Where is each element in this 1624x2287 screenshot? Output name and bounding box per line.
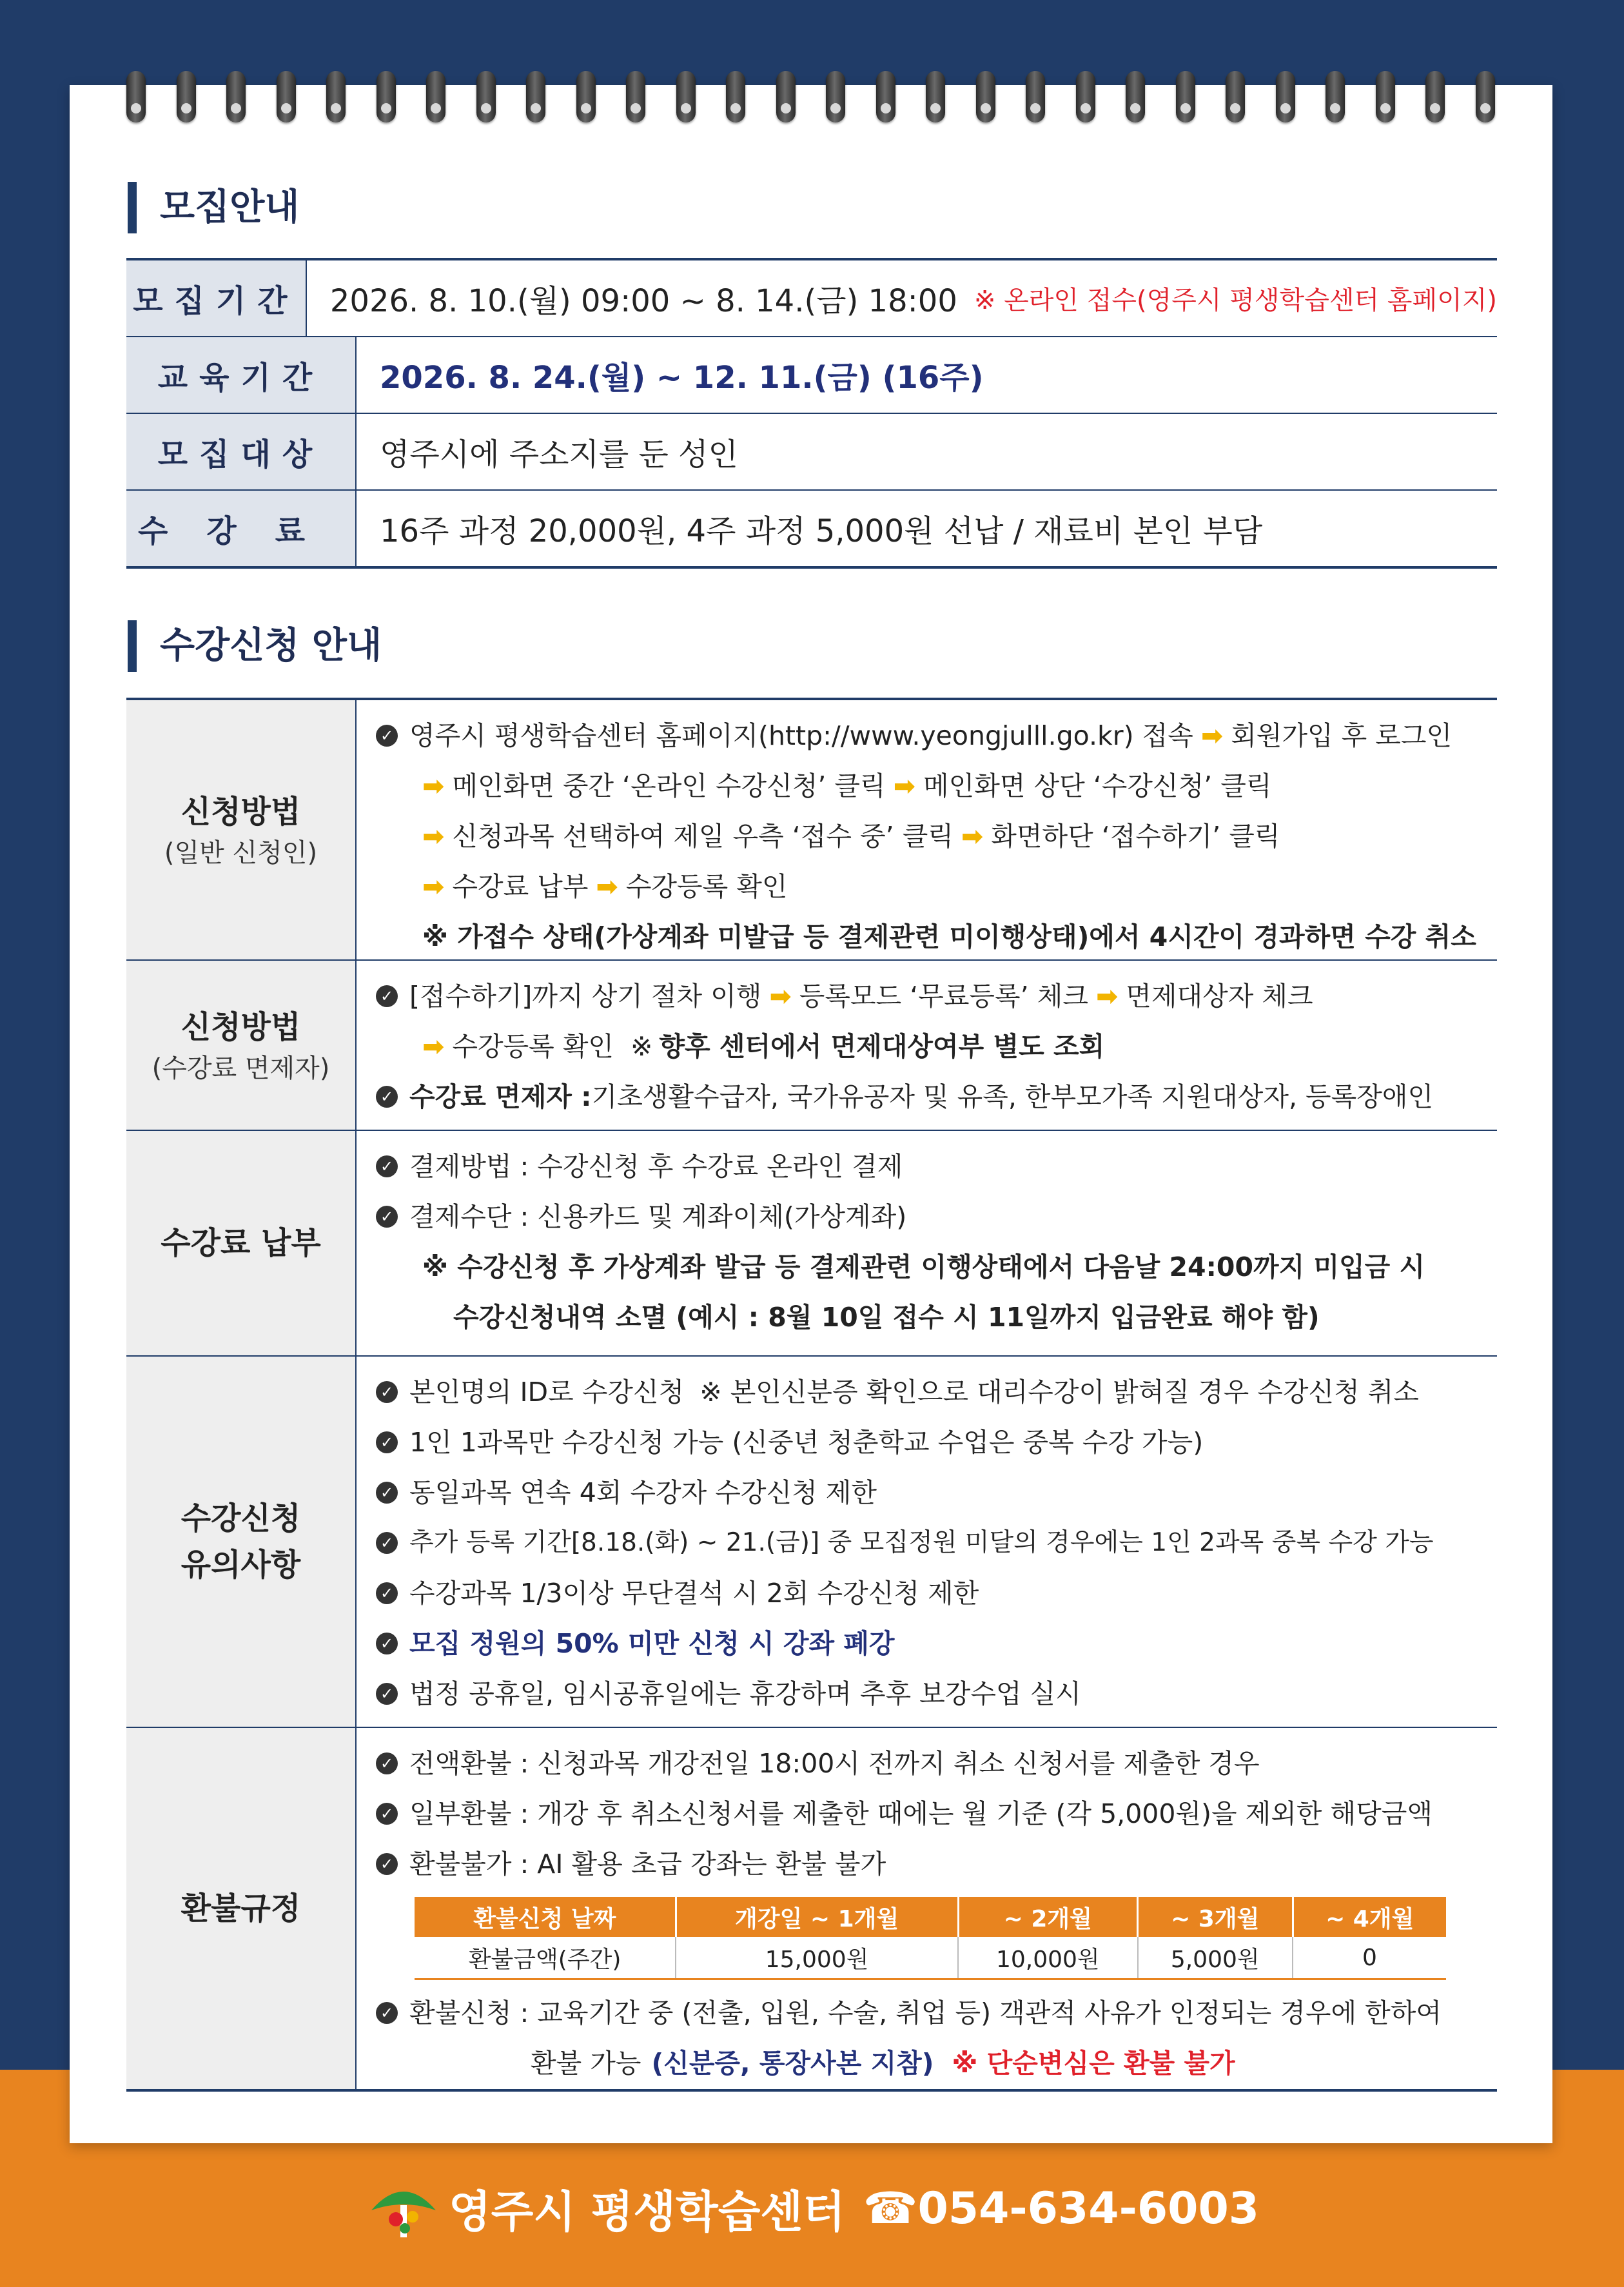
- general-label-main: 신청방법: [181, 794, 301, 830]
- item-text: 향후 센터에서 면제대상여부 별도 조회: [659, 1031, 1105, 1062]
- binding-ring: [826, 71, 845, 123]
- recruit-info-table: [126, 258, 1497, 569]
- list-item: [376, 761, 1497, 811]
- list-item: [376, 1568, 1497, 1618]
- value-recruit-period: [307, 260, 1497, 336]
- arrow-right-icon: ➡: [1200, 720, 1224, 751]
- value-fee: 16주 과정 20,000원, 4주 과정 5,000원 선납 / 재료비 본인 부담: [380, 513, 1263, 549]
- exempt-label-sub: (수강료 면제자): [152, 1054, 330, 1083]
- binding-ring: [426, 71, 445, 123]
- item-text: 영주시 평생학습센터 홈페이지(http://www.yeongjulll.go.kr) 접속: [409, 720, 1193, 751]
- general-apply-content: [357, 700, 1497, 959]
- center-logo-icon: [365, 2173, 442, 2244]
- row-recruit-period: [126, 260, 1497, 337]
- list-item: [376, 971, 1497, 1021]
- item-text: 일부환불 : 개강 후 취소신청서를 제출한 때에는 월 기준 (각 5,000원)을 제외한 해당금액: [409, 1798, 1433, 1829]
- item-text: 본인명의 ID로 수강신청: [409, 1377, 685, 1408]
- exempt-apply-content: [357, 961, 1497, 1130]
- check-icon: ✓: [376, 1683, 398, 1705]
- binding-ring: [377, 71, 396, 123]
- binding-ring: [326, 71, 346, 123]
- refund-cell: 환불금액(주간): [415, 1937, 676, 1979]
- binding-ring: [1276, 71, 1295, 123]
- item-text: 환불신청 : 교육기간 중 (전출, 입원, 수술, 취업 등) 객관적 사유가 인정되는 경우에 한하여: [409, 1997, 1442, 2028]
- unpaid-note-2: 수강신청내역 소멸 (예시 : 8월 10일 접수 시 11일까지 입금완료 해야 함): [453, 1302, 1320, 1333]
- label-edu-period: 교육기간: [126, 337, 357, 413]
- item-text: 1인 1과목만 수강신청 가능 (신중년 청춘학교 수업은 중복 수강 가능): [409, 1427, 1204, 1458]
- binding-ring: [1476, 71, 1495, 123]
- item-text: 메인화면 상단 ‘수강신청’ 클릭: [923, 771, 1272, 801]
- binding-ring: [1226, 71, 1245, 123]
- row-exempt-apply: [126, 961, 1497, 1131]
- reference-mark: ※: [631, 1031, 653, 1062]
- list-item: [376, 1417, 1497, 1467]
- item-text: 수강등록 확인: [452, 1031, 614, 1062]
- list-item: [376, 1988, 1497, 2038]
- binding-ring: [526, 71, 545, 123]
- refund-header-cell: ~ 3개월: [1138, 1897, 1293, 1937]
- item-text: 수강등록 확인: [625, 871, 788, 902]
- refund-cell: 5,000원: [1138, 1937, 1293, 1979]
- item-text: 결제방법 : 수강신청 후 수강료 온라인 결제: [409, 1151, 903, 1182]
- notes-label-1: 수강신청: [181, 1500, 301, 1536]
- check-icon: ✓: [376, 1532, 398, 1554]
- binding-ring: [726, 71, 745, 123]
- list-item: [376, 711, 1497, 761]
- binding-ring: [676, 71, 696, 123]
- item-text: ※ 본인신분증 확인으로 대리수강이 밝혀질 경우 수강신청 취소: [699, 1377, 1419, 1408]
- list-item: [376, 1367, 1497, 1417]
- label-general-apply: [126, 700, 357, 959]
- refund-header-cell: 환불신청 날짜: [415, 1897, 676, 1937]
- check-icon: ✓: [376, 1752, 398, 1774]
- label-notes: [126, 1357, 357, 1727]
- refund-table: [415, 1897, 1446, 1980]
- payment-label-main: 수강료 납부: [161, 1225, 321, 1261]
- list-item: [376, 1141, 1497, 1192]
- binding-ring: [126, 71, 146, 123]
- item-text: 법정 공휴일, 임시공휴일에는 휴강하며 추후 보강수업 실시: [409, 1678, 1081, 1709]
- item-text: (신분증, 통장사본 지참): [651, 2048, 934, 2079]
- item-text: 면제대상자 체크: [1126, 981, 1313, 1012]
- check-icon: ✓: [376, 1155, 398, 1177]
- item-text: 환불불가 : AI 활용 초급 강좌는 환불 불가: [409, 1849, 886, 1880]
- check-icon: ✓: [376, 1803, 398, 1825]
- list-item: [376, 1192, 1497, 1242]
- row-payment: [126, 1131, 1497, 1357]
- label-target: 모집대상: [126, 414, 357, 489]
- check-icon: ✓: [376, 985, 398, 1007]
- binding-ring: [1126, 71, 1145, 123]
- provisional-cancel-note: ※ 가접수 상태(가상계좌 미발급 등 결제관련 미이행상태)에서 4시간이 경과하면 수강 취소: [422, 921, 1476, 952]
- arrow-right-icon: ➡: [596, 871, 618, 902]
- list-item: [376, 1021, 1497, 1072]
- table-row: [415, 1937, 1446, 1979]
- arrow-right-icon: ➡: [769, 981, 792, 1012]
- refund-cell: 15,000원: [676, 1937, 958, 1979]
- value-target: 영주시에 주소지를 둔 성인: [380, 437, 738, 473]
- row-edu-period: [126, 337, 1497, 414]
- list-item: [376, 1669, 1497, 1719]
- label-payment: [126, 1131, 357, 1355]
- refund-header-cell: ~ 4개월: [1293, 1897, 1446, 1937]
- section-title-recruit: 모집안내: [128, 182, 299, 233]
- binding-ring: [626, 71, 645, 123]
- notes-content: [357, 1357, 1497, 1727]
- item-text: 동일과목 연속 4회 수강자 수강신청 제한: [409, 1477, 877, 1508]
- binding-ring: [876, 71, 895, 123]
- item-text: 모집 정원의 50% 미만 신청 시 강좌 폐강: [409, 1628, 895, 1659]
- general-label-sub: (일반 신청인): [164, 838, 318, 868]
- refund-header-cell: ~ 2개월: [958, 1897, 1137, 1937]
- online-note: ※ 온라인 접수(영주시 평생학습센터 홈페이지): [973, 286, 1497, 315]
- list-item: [376, 2038, 1497, 2088]
- check-icon: ✓: [376, 725, 398, 747]
- recruit-period-text: 2026. 8. 10.(월) 09:00 ~ 8. 14.(금) 18:00: [329, 283, 957, 319]
- check-icon: ✓: [376, 1431, 398, 1453]
- binding-ring: [576, 71, 596, 123]
- list-item: [376, 1839, 1497, 1889]
- item-text: 수강과목 1/3이상 무단결석 시 2회 수강신청 제한: [409, 1578, 979, 1609]
- value-edu-period: 2026. 8. 24.(월) ~ 12. 11.(금) (16주): [380, 360, 984, 396]
- notebook-paper: [70, 85, 1552, 2143]
- item-text: 신청과목 선택하여 제일 우측 ‘접수 중’ 클릭: [452, 821, 954, 852]
- item-text: [접수하기]까지 상기 절차 이행: [409, 981, 762, 1012]
- item-text: 수강료 납부: [452, 871, 589, 902]
- binding-ring: [277, 71, 296, 123]
- item-text: 메인화면 중간 ‘온라인 수강신청’ 클릭: [452, 771, 886, 801]
- binding-ring: [476, 71, 496, 123]
- label-fee: 수강료: [126, 491, 357, 566]
- item-text: ※ 단순변심은 환불 불가: [952, 2048, 1235, 2079]
- check-icon: ✓: [376, 1582, 398, 1604]
- binding-ring: [776, 71, 796, 123]
- check-icon: ✓: [376, 1482, 398, 1504]
- binding-ring: [1026, 71, 1045, 123]
- list-item: [376, 861, 1497, 912]
- item-text: 전액환불 : 신청과목 개강전일 18:00시 전까지 취소 신청서를 제출한 경우: [409, 1748, 1260, 1779]
- binding-ring: [1076, 71, 1095, 123]
- refund-content: [357, 1728, 1497, 2089]
- label-refund: [126, 1728, 357, 2089]
- item-text: 기초생활수급자, 국가유공자 및 유족, 한부모가족 지원대상자, 등록장애인: [591, 1081, 1434, 1112]
- list-item: [376, 1618, 1497, 1669]
- binding-ring: [926, 71, 945, 123]
- item-text: 회원가입 후 로그인: [1231, 720, 1453, 751]
- list-item: [376, 1467, 1497, 1518]
- list-item: [376, 811, 1497, 861]
- refund-table-header: [415, 1897, 1446, 1937]
- spiral-binding: [70, 71, 1552, 123]
- binding-ring: [177, 71, 196, 123]
- item-text: 추가 등록 기간[8.18.(화) ~ 21.(금)] 중 모집정원 미달의 경우에는 1인 2과목 중복 수강 가능: [409, 1528, 1434, 1557]
- binding-ring: [1376, 71, 1395, 123]
- binding-ring: [976, 71, 995, 123]
- check-icon: ✓: [376, 1381, 398, 1403]
- notes-label-2: 유의사항: [181, 1547, 301, 1583]
- item-text: 환불 가능: [531, 2048, 641, 2079]
- unpaid-note: ※ 수강신청 후 가상계좌 발급 등 결제관련 이행상태에서 다음날 24:00까지 미입금 시: [422, 1251, 1425, 1282]
- item-text: 수강료 면제자 :: [409, 1081, 592, 1112]
- refund-cell: 10,000원: [958, 1937, 1137, 1979]
- item-text: 결제수단 : 신용카드 및 계좌이체(가상계좌): [409, 1201, 907, 1232]
- binding-ring: [1176, 71, 1195, 123]
- list-item: [376, 1072, 1497, 1122]
- check-icon: ✓: [376, 1633, 398, 1654]
- list-item: [376, 1789, 1497, 1839]
- check-icon: ✓: [376, 2002, 398, 2024]
- check-icon: ✓: [376, 1206, 398, 1228]
- refund-label-main: 환불규정: [181, 1890, 301, 1927]
- list-item: [376, 1518, 1497, 1568]
- item-text: 등록모드 ‘무료등록’ 체크: [799, 981, 1088, 1012]
- footer: [0, 2173, 1624, 2244]
- arrow-right-icon: ➡: [422, 1031, 445, 1062]
- refund-header-cell: 개강일 ~ 1개월: [676, 1897, 958, 1937]
- row-notes: [126, 1357, 1497, 1728]
- footer-phone: ☎054-634-6003: [863, 2183, 1260, 2234]
- item-text: 화면하단 ‘접수하기’ 클릭: [991, 821, 1280, 852]
- arrow-right-icon: ➡: [893, 771, 916, 801]
- list-item: [376, 1738, 1497, 1789]
- row-refund: [126, 1728, 1497, 2092]
- refund-cell: 0: [1293, 1937, 1446, 1979]
- row-general-apply: [126, 700, 1497, 961]
- arrow-right-icon: ➡: [422, 821, 445, 852]
- label-recruit-period: 모집기간: [126, 260, 307, 336]
- arrow-right-icon: ➡: [422, 871, 445, 902]
- arrow-right-icon: ➡: [961, 821, 984, 852]
- arrow-right-icon: ➡: [1095, 981, 1119, 1012]
- row-target: [126, 414, 1497, 491]
- arrow-right-icon: ➡: [422, 771, 445, 801]
- check-icon: ✓: [376, 1086, 398, 1108]
- payment-content: [357, 1131, 1497, 1355]
- label-exempt-apply: [126, 961, 357, 1130]
- check-icon: ✓: [376, 1853, 398, 1875]
- section-title-apply: 수강신청 안내: [128, 620, 382, 672]
- footer-center-name: 영주시 평생학습센터: [448, 2186, 845, 2238]
- exempt-label-main: 신청방법: [181, 1009, 301, 1045]
- binding-ring: [1425, 71, 1445, 123]
- row-fee: [126, 491, 1497, 569]
- binding-ring: [1326, 71, 1345, 123]
- apply-info-table: [126, 698, 1497, 2092]
- binding-ring: [226, 71, 246, 123]
